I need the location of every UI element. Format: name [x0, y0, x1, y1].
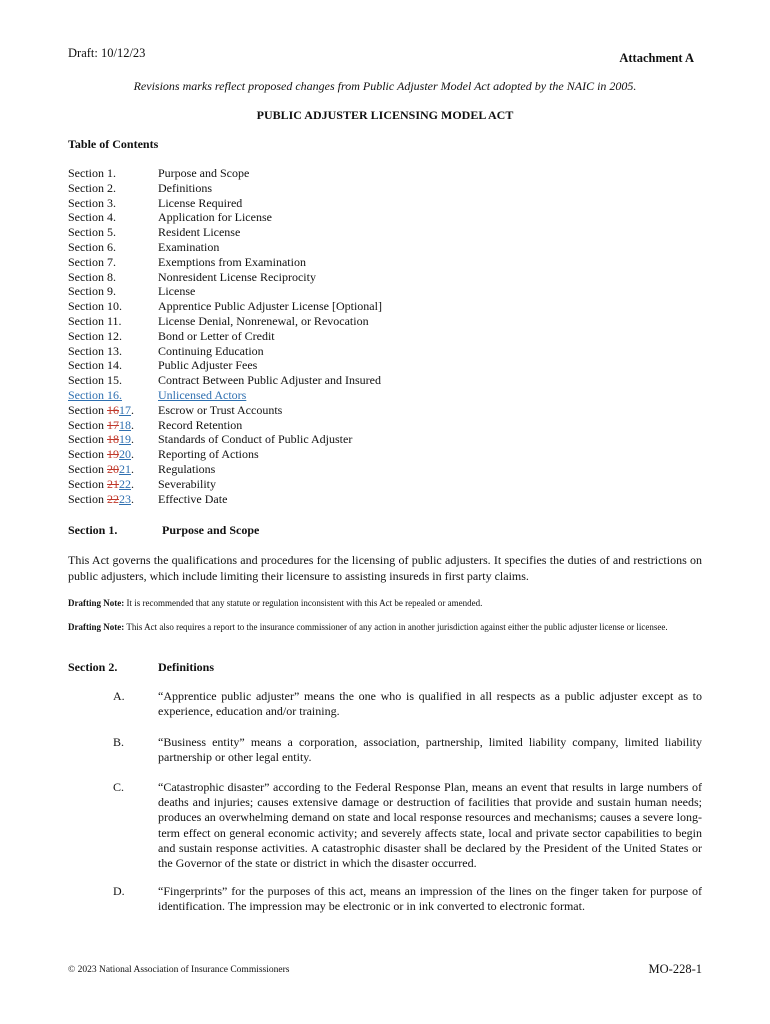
- toc-section-title: Application for License: [158, 210, 272, 225]
- toc-section-title: Reporting of Actions: [158, 447, 259, 462]
- deleted-number: 18: [107, 432, 119, 447]
- inserted-number: 17: [119, 402, 131, 417]
- toc-row: [68, 166, 382, 181]
- drafting-note-2: [68, 621, 702, 633]
- toc-section-number: Section 13.: [68, 343, 122, 358]
- toc-row: [68, 240, 382, 255]
- deleted-number: 21: [107, 476, 119, 491]
- toc-section-number: Section 16.: [68, 387, 122, 402]
- toc-row: [68, 225, 382, 240]
- definition-text: “Business entity” means a corporation, association, partnership, limited liability company, limited liability partnership or other legal entity.: [158, 735, 702, 765]
- toc-section-number: Section 2122.: [68, 476, 134, 491]
- section-1-title: Purpose and Scope: [162, 523, 260, 537]
- toc-section-title: Contract Between Public Adjuster and Insured: [158, 373, 381, 388]
- toc-section-number: Section 1.: [68, 166, 116, 180]
- definition-letter: C.: [113, 780, 125, 794]
- toc-section-number: Section 8.: [68, 269, 116, 284]
- toc-section-title: Unlicensed Actors: [158, 387, 247, 402]
- toc-row: [68, 299, 382, 314]
- table-of-contents: [68, 166, 382, 506]
- drafting-note-label: Drafting Note:: [68, 598, 125, 608]
- toc-section-title: Record Retention: [158, 417, 243, 432]
- section-1-label: Section 1.: [68, 523, 118, 537]
- toc-section-number: Section 7.: [68, 254, 116, 269]
- toc-row-renumbered: [68, 477, 382, 492]
- toc-section-title: Public Adjuster Fees: [158, 358, 258, 373]
- toc-row-renumbered: [68, 462, 382, 477]
- toc-row: [68, 181, 382, 196]
- drafting-note-text: This Act also requires a report to the insurance commissioner of any action in another jurisdiction against either the public adjuster license or licensee.: [124, 622, 668, 632]
- drafting-note-label: Drafting Note:: [68, 622, 125, 632]
- inserted-number: 18: [119, 417, 131, 432]
- toc-row-inserted: [68, 388, 382, 403]
- toc-section-title: Purpose and Scope: [158, 166, 250, 180]
- toc-section-title: Regulations: [158, 461, 216, 476]
- toc-section-title: Escrow or Trust Accounts: [158, 402, 283, 417]
- drafting-note-1: [68, 597, 702, 609]
- footer-copyright: © 2023 National Association of Insurance Commissioners: [68, 965, 290, 975]
- document-title: PUBLIC ADJUSTER LICENSING MODEL ACT: [256, 108, 514, 122]
- toc-row: [68, 373, 382, 388]
- toc-row-renumbered: [68, 418, 382, 433]
- toc-section-title: License: [158, 284, 196, 299]
- inserted-number: 20: [119, 447, 131, 462]
- toc-row: [68, 270, 382, 285]
- toc-section-number: Section 15.: [68, 373, 122, 388]
- toc-section-number: Section 5.: [68, 225, 116, 240]
- toc-section-number: Section 6.: [68, 239, 116, 254]
- section-1-paragraph: This Act governs the qualifications and procedures for the licensing of public adjusters. It specifies the duties of and restrictions on public adjusters, which include limiting their licensure to assisting insureds in first party claims.: [68, 553, 702, 583]
- revision-note: Revisions marks reflect proposed changes from Public Adjuster Model Act adopted by the NAIC in 2005.: [133, 79, 637, 93]
- toc-section-number: Section 14.: [68, 358, 122, 373]
- inserted-number: 19: [119, 432, 131, 447]
- definition-text: “Catastrophic disaster” according to the Federal Response Plan, means an event that results in large numbers of deaths and injuries; causes extensive damage or destruction of facilities that provide and sustain human needs; produces an overwhelming demand on state and local response resources and mechanisms; causes a severe long-term effect on general economic activity; and severely affects state, local and private sector capabilities to begin and sustain response activities. A catastrophic disaster shall be declared by the President of the United States or the Governor of the state or district in which the disaster occurred.: [158, 780, 702, 871]
- toc-section-number: Section 11.: [68, 313, 122, 328]
- definition-letter: D.: [113, 884, 125, 898]
- toc-row: [68, 344, 382, 359]
- toc-row-renumbered: [68, 447, 382, 462]
- toc-row-renumbered: [68, 403, 382, 418]
- toc-section-number: Section 1819.: [68, 432, 134, 447]
- deleted-number: 19: [107, 447, 119, 462]
- section-2-title: Definitions: [158, 660, 215, 674]
- deleted-number: 16: [107, 402, 119, 417]
- toc-row: [68, 210, 382, 225]
- section-2-label: Section 2.: [68, 660, 118, 674]
- deleted-number: 20: [107, 461, 119, 476]
- attachment-label: Attachment A: [619, 51, 694, 65]
- toc-section-title: License Denial, Nonrenewal, or Revocation: [158, 313, 369, 328]
- footer-page-number: MO-228-1: [648, 962, 702, 976]
- toc-row: [68, 314, 382, 329]
- toc-section-number: Section 9.: [68, 284, 116, 299]
- toc-section-number: Section 10.: [68, 299, 122, 314]
- toc-section-title: Examination: [158, 239, 220, 254]
- toc-section-number: Section 1617.: [68, 402, 134, 417]
- toc-section-title: Resident License: [158, 225, 241, 240]
- toc-section-number: Section 3.: [68, 195, 116, 210]
- toc-section-title: Apprentice Public Adjuster License [Optional]: [158, 299, 382, 314]
- toc-row-renumbered: [68, 492, 382, 507]
- toc-section-title: License Required: [158, 195, 243, 210]
- deleted-number: 22: [107, 491, 119, 506]
- toc-section-title: Nonresident License Reciprocity: [158, 269, 316, 284]
- definition-text: “Fingerprints” for the purposes of this act, means an impression of the lines on the finger taken for purpose of identification. The impression may be electronic or in ink converted to electronic format.: [158, 884, 702, 914]
- toc-row: [68, 329, 382, 344]
- toc-section-number: Section 2223.: [68, 491, 134, 506]
- drafting-note-text: It is recommended that any statute or regulation inconsistent with this Act be repealed or amended.: [124, 598, 483, 608]
- toc-row: [68, 358, 382, 373]
- inserted-number: 23: [119, 491, 131, 506]
- toc-section-title: Bond or Letter of Credit: [158, 328, 275, 343]
- toc-heading: Table of Contents: [68, 137, 159, 151]
- toc-section-number: Section 4.: [68, 210, 116, 225]
- inserted-number: 21: [119, 461, 131, 476]
- toc-section-number: Section 1718.: [68, 417, 134, 432]
- toc-section-number: Section 1920.: [68, 447, 134, 462]
- toc-section-title: Severability: [158, 476, 216, 491]
- toc-row: [68, 284, 382, 299]
- deleted-number: 17: [107, 417, 119, 432]
- toc-section-title: Exemptions from Examination: [158, 254, 306, 269]
- toc-section-title: Effective Date: [158, 491, 228, 506]
- definition-letter: B.: [113, 735, 125, 749]
- inserted-number: 22: [119, 476, 131, 491]
- toc-section-title: Definitions: [158, 180, 212, 195]
- toc-row: [68, 255, 382, 270]
- toc-section-number: Section 12.: [68, 328, 122, 343]
- definition-text: “Apprentice public adjuster” means the one who is qualified in all respects as a public adjuster except as to experience, education and/or training.: [158, 689, 702, 719]
- toc-section-title: Standards of Conduct of Public Adjuster: [158, 432, 353, 447]
- toc-row: [68, 196, 382, 211]
- toc-section-number: Section 2021.: [68, 461, 134, 476]
- definition-letter: A.: [113, 689, 125, 703]
- toc-section-title: Continuing Education: [158, 343, 264, 358]
- draft-date: Draft: 10/12/23: [68, 46, 146, 60]
- toc-row-renumbered: [68, 432, 382, 447]
- toc-section-number: Section 2.: [68, 180, 116, 195]
